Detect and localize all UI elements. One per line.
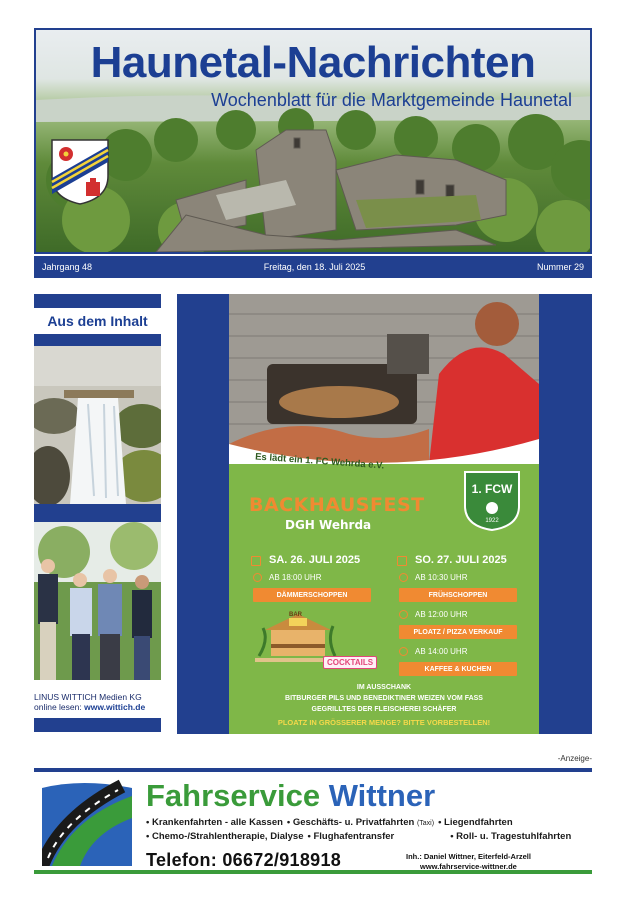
preorder-note: PLOATZ IN GRÖSSERER MENGE? BITTE VORBESTELLEN!	[277, 718, 491, 727]
invite-line: Es lädt ein 1. FC Wehrda e.V.	[254, 451, 385, 472]
clock-icon	[399, 647, 408, 656]
newspaper-subtitle: Wochenblatt für die Marktgemeinde Haunetal	[211, 90, 572, 110]
coat-of-arms-icon	[50, 138, 110, 206]
phone-number[interactable]: Telefon: 06672/918918	[146, 850, 342, 870]
online-prefix: online lesen:	[34, 702, 82, 712]
bar-sign: BAR	[289, 612, 302, 618]
road-logo-icon	[42, 778, 132, 866]
owner-info	[406, 852, 531, 872]
day2-slot2-time: AB 12:00 UHR	[415, 610, 468, 619]
event-venue: DGH Wehrda	[285, 518, 372, 532]
calendar-icon	[251, 556, 261, 566]
contents-heading: Aus dem Inhalt	[47, 313, 148, 329]
divider	[34, 294, 161, 308]
club-badge-name: 1. FCW	[471, 482, 513, 496]
day2-slot3-time: AB 14:00 UHR	[415, 647, 468, 656]
event-title: BACKHAUSFEST	[249, 494, 425, 516]
backhausfest-poster[interactable]	[229, 294, 539, 734]
service-item: • Roll- u. Tragestuhlfahrten	[450, 831, 572, 842]
services-list	[146, 816, 571, 843]
owner-name: Inh.: Daniel Wittner, Eiterfeld-Arzell	[406, 852, 531, 861]
day1-date: SA. 26. JULI 2025	[269, 554, 361, 566]
ausschank-heading: IM AUSSCHANK	[356, 684, 412, 691]
company-name-part2: Wittner	[328, 778, 436, 813]
day2-slot3-pill: KAFFEE & KUCHEN	[399, 662, 517, 676]
calendar-icon	[397, 556, 407, 566]
day2-slot1-pill: FRÜHSCHOPPEN	[399, 588, 517, 602]
newspaper-title: Haunetal-Nachrichten	[90, 38, 536, 87]
cover-story-frame	[177, 294, 592, 734]
services-row	[146, 816, 571, 830]
waterfall-photo[interactable]	[34, 346, 161, 504]
company-website[interactable]: www.fahrservice-wittner.de	[420, 862, 517, 871]
day2-slot1-time: AB 10:30 UHR	[415, 573, 468, 582]
company-name-part1: Fahrservice	[146, 778, 321, 813]
cocktails-sign: COCKTAILS	[323, 656, 377, 669]
day2-slot2-pill: PLOATZ / PIZZA VERKAUF	[399, 625, 517, 639]
day1-event-pill: DÄMMERSCHOPPEN	[253, 588, 371, 602]
clock-icon	[399, 610, 408, 619]
club-founding-year: 1922	[485, 518, 499, 524]
bake-oven-photo	[229, 294, 539, 464]
publisher-name: LINUS WITTICH Medien KG	[34, 692, 142, 702]
clock-icon	[399, 573, 408, 582]
issue-info-bar	[34, 256, 592, 278]
online-read-line	[34, 702, 161, 712]
divider	[34, 334, 161, 346]
service-item: • Liegendfahrten	[438, 817, 513, 828]
divider	[34, 718, 161, 732]
issue-date: Freitag, den 18. Juli 2025	[263, 262, 366, 272]
contents-sidebar	[34, 294, 161, 732]
service-item: • Geschäfts- u. Privatfahrten (Taxi)	[286, 817, 435, 828]
issue-number: Nummer 29	[536, 262, 584, 272]
service-item: • Chemo-/Strahlentherapie, Dialyse	[146, 831, 304, 842]
group-photo[interactable]	[34, 522, 161, 680]
publisher-info	[34, 692, 161, 712]
ad-label: -Anzeige-	[557, 754, 592, 763]
services-row	[146, 830, 571, 843]
clock-icon	[253, 573, 262, 582]
divider	[34, 504, 161, 522]
ausschank-food: GEGRILLTES DER FLEISCHEREI SCHÄFER	[311, 706, 457, 713]
wittich-link[interactable]: www.wittich.de	[84, 702, 146, 712]
service-item: • Flughafentransfer	[307, 831, 395, 842]
volume-label: Jahrgang 48	[42, 262, 93, 272]
masthead	[34, 28, 592, 254]
ausschank-drinks: BITBURGER PILS UND BENEDIKTINER WEIZEN VOM FASS	[285, 695, 483, 702]
day1-time: AB 18:00 UHR	[269, 573, 322, 582]
fahrservice-ad[interactable]	[34, 768, 592, 874]
service-item: • Krankenfahrten - alle Kassen	[146, 817, 283, 828]
company-name	[146, 778, 435, 814]
day2-date: SO. 27. JULI 2025	[415, 554, 507, 566]
